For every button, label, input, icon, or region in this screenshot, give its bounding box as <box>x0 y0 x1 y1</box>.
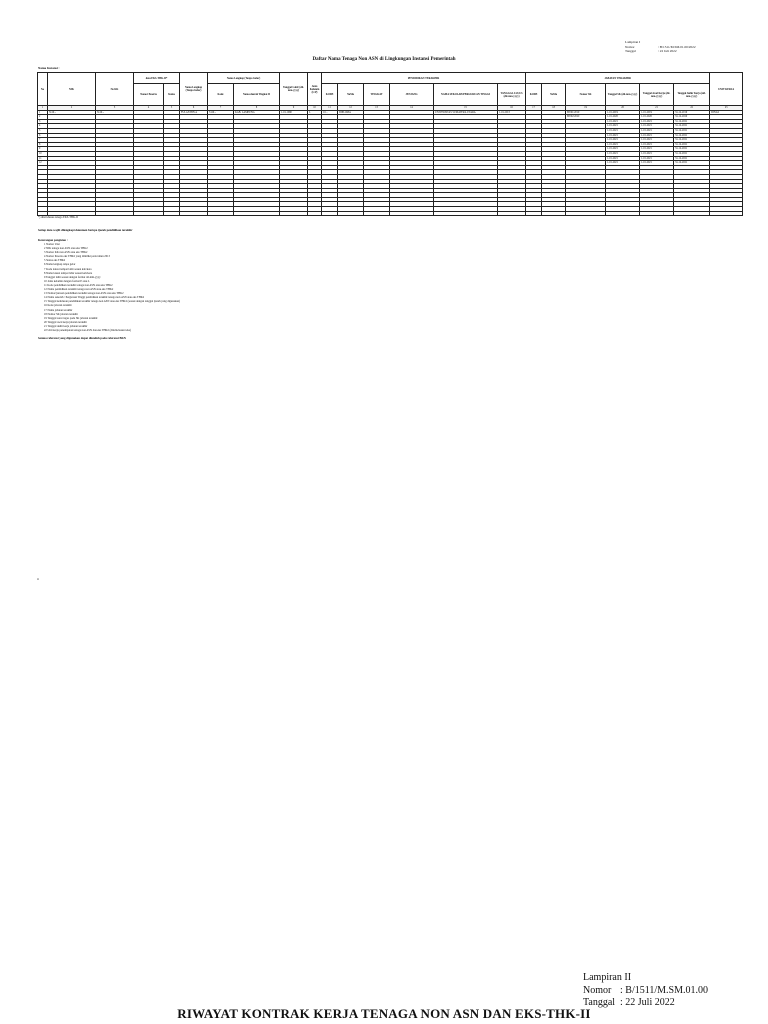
column-number-cell: 9 <box>280 106 308 111</box>
table-cell: 1-01-2021 <box>606 119 640 124</box>
table-cell: 31-12-2021 <box>674 119 710 124</box>
table-cell: 1-01-2021 <box>606 124 640 129</box>
column-number-cell: 21 <box>640 106 674 111</box>
keterangan-item: 4 Nomor Peserta eks THK2 yang dimiliki pada tahun 2013 <box>44 255 110 259</box>
lampiran-1-nomor-value: : B/1511/M.SM.01.00/2022 <box>658 44 696 49</box>
table-cell: 1-01-2020 <box>640 115 674 120</box>
keterangan-item: 22 Unit kerja penempatan tenaga non ASN dan eks THK2 (ditulis/susun teks) <box>44 328 131 332</box>
ijazah-note: Setiap data wajib dilengkapi dokumen berupa ijazah pendidikan terakhir <box>38 228 133 232</box>
keterangan-item: 17 Nama jabatan terakhir <box>44 308 73 312</box>
column-number-cell: 2 <box>48 106 96 111</box>
keterangan-item: 5 Status eks THK2 <box>44 259 66 263</box>
col-header-unit-kerja: UNIT KERJA <box>710 73 743 106</box>
lampiran-2-header <box>583 972 708 1010</box>
group-header-eks-thk: data EKS-THK-II* <box>134 73 180 84</box>
table-cell: 31-12-2021 <box>674 147 710 152</box>
keterangan-item: 19 Tanggal surat tugas pada SK jabatan terakhir <box>44 316 98 320</box>
col-header-pend-nama: NaMa <box>338 84 364 106</box>
table-cell: 31-12-2019 <box>674 110 710 115</box>
col-header-nama-lengkap: Nama Lengkap (Tanpa Gelar) <box>180 73 208 106</box>
table-cell: 31-12-2021 <box>674 133 710 138</box>
table-cell: 1-01-2021 <box>640 128 674 133</box>
table-cell: 31-12-2020 <box>674 115 710 120</box>
footnote: *) diisi khusus tenaga EKS-THK-II <box>38 216 78 219</box>
column-number-cell: 11 <box>322 106 338 111</box>
lampiran-2-tanggal-label: Tanggal <box>583 997 616 1008</box>
table-cell: 1-01-2021 <box>640 147 674 152</box>
table-cell <box>308 211 322 216</box>
table-cell: 11 <box>38 156 48 161</box>
table-cell: 3120... <box>208 110 234 115</box>
col-header-pend-kode: KODE <box>322 84 338 106</box>
table-cell <box>498 211 526 216</box>
table-cell <box>322 211 338 216</box>
keterangan-item: 7 Kode lokasi tempat lahir sesuai kab/kota <box>44 267 92 271</box>
table-cell <box>180 211 208 216</box>
keterangan-item: 6 Nama lengkap tanpa gelar <box>44 263 76 267</box>
keterangan-item: 15 Tanggal kelulusan pendidikan terakhir tenaga non ASN atau eks THK2 (sesuai dengan tanggal ijazah yang digunakan) <box>44 300 180 304</box>
table-cell <box>710 211 743 216</box>
column-number-cell: 16 <box>498 106 526 111</box>
table-cell: 1-01-2021 <box>640 133 674 138</box>
table-cell <box>280 211 308 216</box>
lampiran-2-title: Lampiran II <box>583 972 632 983</box>
table-cell <box>566 211 606 216</box>
table-cell: 1-01-2021 <box>640 142 674 147</box>
keterangan-item: 16 Kode jabatan terakhir <box>44 304 72 308</box>
table-cell: DINAS <box>710 110 743 115</box>
column-number-cell: 4 <box>134 106 164 111</box>
table-cell: 1-01-2021 <box>606 142 640 147</box>
col-header-jenjang: JENJANG <box>390 84 434 106</box>
table-cell: B/002/2020 <box>566 115 606 120</box>
table-cell: 6 <box>38 133 48 138</box>
col-header-nama-sekolah: NAMA SEKOLAH/PERGURUAN TINGGI <box>434 84 498 106</box>
col-header-tanggal-awal: Tanggal Awal Kerja (dd-mm-yyyy) <box>640 84 674 106</box>
keterangan-item: 2 NIK tenaga non ASN atau eks THK2 <box>44 247 88 251</box>
col-header-no-kk: No KK <box>96 73 134 106</box>
col-header-nomor-peserta: Nomor Peserta <box>134 84 164 106</box>
col-header-status: Status <box>164 84 180 106</box>
group-header-tempat-lahir: Nama Lengkap (Tanpa Gelar) <box>208 73 280 84</box>
table-cell: 3120... <box>96 110 134 115</box>
col-header-no: No <box>38 73 48 106</box>
table-cell: 31-12-2021 <box>674 138 710 143</box>
column-number-cell: 15 <box>434 106 498 111</box>
table-cell: 1-01-2021 <box>640 138 674 143</box>
col-header-tanggal-lulus: TANGGAL LULUS (dd-mm-yyyy) <box>498 84 526 106</box>
table-body <box>38 106 743 216</box>
table-cell: 1 <box>38 110 48 115</box>
col-header-tingkat: TINGKAT <box>364 84 390 106</box>
table-cell: 31-12-2021 <box>674 151 710 156</box>
keterangan-list <box>44 243 180 333</box>
table-cell: 1-01-2021 <box>606 133 640 138</box>
column-number-cell: 7 <box>208 106 234 111</box>
lampiran-1-title: Lampiran I <box>625 40 641 44</box>
table-cell: 1-01-2019 <box>606 110 640 115</box>
table-cell: 3120... <box>48 110 96 115</box>
keterangan-title: Keterangan pengisian : <box>38 238 68 242</box>
table-cell: 9 <box>38 147 48 152</box>
table-cell <box>390 211 434 216</box>
table-header-row <box>38 84 743 106</box>
table-cell <box>526 211 542 216</box>
group-header-pendidikan: PENDIDIKAN TERAKHIR <box>322 73 526 84</box>
keterangan-item: 18 Nomor SK jabatan terakhir <box>44 312 78 316</box>
table-cell: 1-01-2013 <box>498 110 526 115</box>
table-cell: 1-01-2021 <box>640 119 674 124</box>
keterangan-item: 13 Nomor/jurusan pendidikan terakhir tenaga non ASN atau eks THK2 <box>44 292 124 296</box>
table-cell: 1-01-2021 <box>606 138 640 143</box>
table-cell: L <box>308 110 322 115</box>
table-cell: 1-01-2021 <box>606 128 640 133</box>
table-cell: 31-12-2021 <box>674 142 710 147</box>
table-cell: 10... <box>322 110 338 115</box>
table-cell: 1-01-2020 <box>606 115 640 120</box>
table-cell <box>338 211 364 216</box>
table-group-header-row <box>38 73 743 84</box>
column-number-cell: 22 <box>674 106 710 111</box>
col-header-jab-nama: NaMa <box>542 84 566 106</box>
keterangan-item: 14 Nama sekolah / Perguruan Tinggi pendidikan terakhir tenaga non ASN atau eks THK2 <box>44 296 145 300</box>
table-cell: 1-01-2021 <box>640 161 674 166</box>
table-cell: DIPLOMA <box>338 110 364 115</box>
column-number-cell: 6 <box>180 106 208 111</box>
lampiran-2-nomor-label: Nomor <box>583 984 612 996</box>
lampiran-2-nomor-value: : B/1511/M.SM.01.00 <box>620 984 708 996</box>
column-number-cell: 5 <box>164 106 180 111</box>
keterangan-item: 20 Tanggal awal kerja jabatan terakhir <box>44 320 87 324</box>
table-cell: 31-12-2021 <box>674 124 710 129</box>
page-mark: ii <box>37 577 39 581</box>
keterangan-item: 21 Tanggal akhir kerja jabatan terakhir <box>44 324 88 328</box>
table-cell: 7 <box>38 138 48 143</box>
table-cell: 1-01-2021 <box>606 156 640 161</box>
keterangan-item: 11 Kode pendidikan terakhir tenaga non ASN atau eks THK2 <box>44 283 113 287</box>
col-header-tanggal-akhir: Tanggal Akhir Kerja (dd-mm-yyyy) <box>674 84 710 106</box>
col-header-tanggal-sk: Tanggal SK (dd-mm-yyyy) <box>606 84 640 106</box>
table-cell <box>434 211 498 216</box>
table-cell <box>542 211 566 216</box>
table-cell: 4 <box>38 124 48 129</box>
table-cell <box>606 211 640 216</box>
col-header-nama-daerah: Nama daerah Tingkat II <box>234 84 280 106</box>
table-cell: 3 <box>38 119 48 124</box>
column-number-cell: 20 <box>606 106 640 111</box>
column-number-cell: 3 <box>96 106 134 111</box>
table-cell: 1-01-2021 <box>606 161 640 166</box>
lampiran-1-tanggal-label: Tanggal <box>625 49 636 54</box>
referensi-note: Semua referensi yang digunakan dapat diunduh pada referensi BKN <box>38 336 126 340</box>
lampiran-1-tanggal-value: : 22 Juli 2022 <box>658 49 677 54</box>
table-row <box>38 211 743 216</box>
keterangan-item: 3 Nomor KK non ASN atau eks THK2 <box>44 251 88 255</box>
table-cell: 1-01-2019 <box>640 110 674 115</box>
lampiran-2-tanggal-value: : 22 Juli 2022 <box>620 997 675 1008</box>
table-cell <box>96 211 134 216</box>
table-cell: 31-12-2021 <box>674 161 710 166</box>
table-cell <box>234 211 280 216</box>
table-cell: 2 <box>38 115 48 120</box>
table-cell: 12 <box>38 161 48 166</box>
instansi-label: Nama Instansi : <box>38 66 60 70</box>
keterangan-item: 10 Jenis kelamin dengan format P atau L <box>44 279 90 283</box>
riwayat-kontrak-title: RIWAYAT KONTRAK KERJA TENAGA NON ASN DAN EKS-THK-II <box>177 1006 591 1021</box>
data-table <box>37 72 743 216</box>
lampiran-1-nomor-label: Nomor <box>625 44 635 49</box>
table-cell: KAB. LAMPUNG <box>234 110 280 115</box>
column-number-cell: 17 <box>526 106 542 111</box>
table-cell: 1-01-2021 <box>640 151 674 156</box>
column-number-cell: 12 <box>338 106 364 111</box>
table-cell: 1-01-2021 <box>606 147 640 152</box>
column-number-cell: 14 <box>390 106 434 111</box>
col-header-tanggal-lahir: Tanggal Lahir (dd-mm-yyyy) <box>280 73 308 106</box>
table-cell: 31-12-2021 <box>674 156 710 161</box>
keterangan-item: 9 Tanggal lahir sesuai dengan format dd-mm-yyyy <box>44 275 101 279</box>
col-header-jab-kode: KODE <box>526 84 542 106</box>
table-cell <box>134 211 164 216</box>
table-cell <box>640 211 674 216</box>
table-cell: 1-01-2021 <box>606 151 640 156</box>
column-number-cell: 18 <box>542 106 566 111</box>
column-number-cell: 1 <box>38 106 48 111</box>
table-cell <box>364 211 390 216</box>
col-header-jenis-kelamin: Jenis Kelamin (L/P) <box>308 73 322 106</box>
table-cell: 31-12-2021 <box>674 128 710 133</box>
col-header-nik: NIK <box>48 73 96 106</box>
col-header-nomor-sk: Nomor SK <box>566 84 606 106</box>
column-number-cell: 10 <box>308 106 322 111</box>
group-header-jabatan: JABATAN TERAKHIR <box>526 73 710 84</box>
table-cell: 5 <box>38 128 48 133</box>
keterangan-item: 1 Nomor Urut <box>44 243 60 246</box>
document-title: Daftar Nama Tenaga Non ASN di Lingkungan Instansi Pemerintah <box>312 57 456 62</box>
lampiran-1-header <box>625 40 696 54</box>
table-cell: 1-01-2021 <box>640 124 674 129</box>
table-cell: 1-01-2021 <box>640 156 674 161</box>
col-header-kode: Kode <box>208 84 234 106</box>
column-number-cell: 8 <box>234 106 280 111</box>
table-cell: 10 <box>38 151 48 156</box>
table-cell: B/001/2019 <box>566 110 606 115</box>
table-cell: UNIVERSITAS SUMATERA UTARA <box>434 110 498 115</box>
column-number-cell: 19 <box>566 106 606 111</box>
keterangan-item: 12 Nama pendidikan terakhir tenaga non ASN atau eks THK2 <box>44 288 114 292</box>
table-cell <box>164 211 180 216</box>
table-cell <box>208 211 234 216</box>
table-cell: FULAN BIN A <box>180 110 208 115</box>
column-number-cell: 13 <box>364 106 390 111</box>
table-cell <box>674 211 710 216</box>
keterangan-item: 8 Nama lokasi tempat lahir sesuai kab/kota <box>44 271 93 275</box>
column-number-cell: 23 <box>710 106 743 111</box>
table-cell: 1-01-1990 <box>280 110 308 115</box>
table-cell: 8 <box>38 142 48 147</box>
